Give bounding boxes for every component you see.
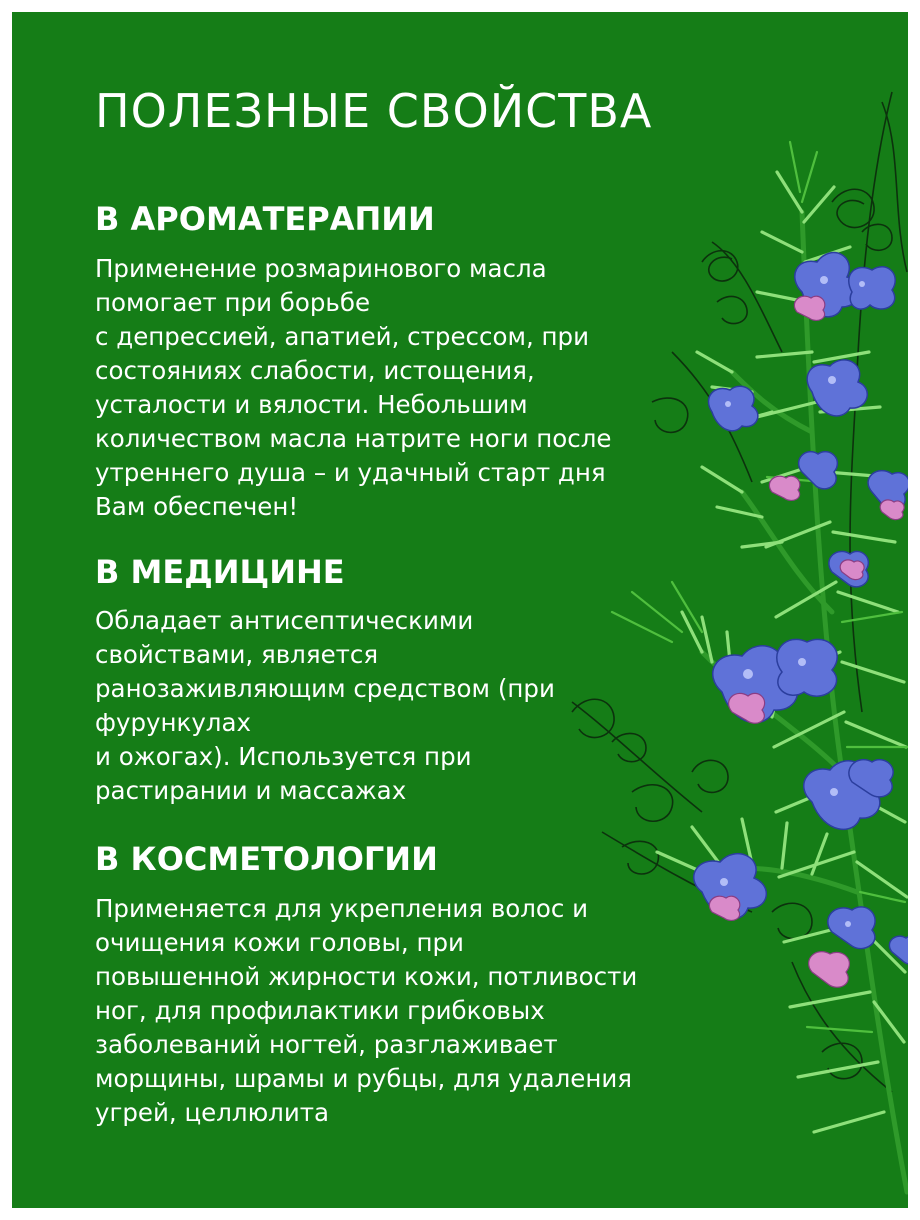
- section-text-medicine: Обладает антисептическими свойствами, является ранозаживляющим средством (при фурункулах и ожогах). Используется при растирании и массажах: [95, 606, 555, 805]
- info-card: [12, 12, 908, 1208]
- section-text-cosmetology: Применяется для укрепления волос и очищения кожи головы, при повышенной жирности кожи, потливости ног, для профилактики грибковых заболеваний ногтей, разглаживает морщины, шрамы и рубцы, для удаления угрей, целлюлита: [95, 894, 638, 1127]
- section-text-aromatherapy: Применение розмаринового масла помогает при борьбе с депрессией, апатией, стрессом, при состояниях слабости, истощения, усталости и вялости. Небольшим количеством масла натрите ноги после утреннего душа – и удачный старт дня Вам обеспечен!: [95, 254, 612, 521]
- page-title: ПОЛЕЗНЫЕ СВОЙСТВА: [95, 84, 653, 138]
- section-heading-medicine: В МЕДИЦИНЕ: [95, 553, 345, 591]
- section-heading-cosmetology: В КОСМЕТОЛОГИИ: [95, 840, 438, 878]
- section-heading-aromatherapy: В АРОМАТЕРАПИИ: [95, 200, 435, 238]
